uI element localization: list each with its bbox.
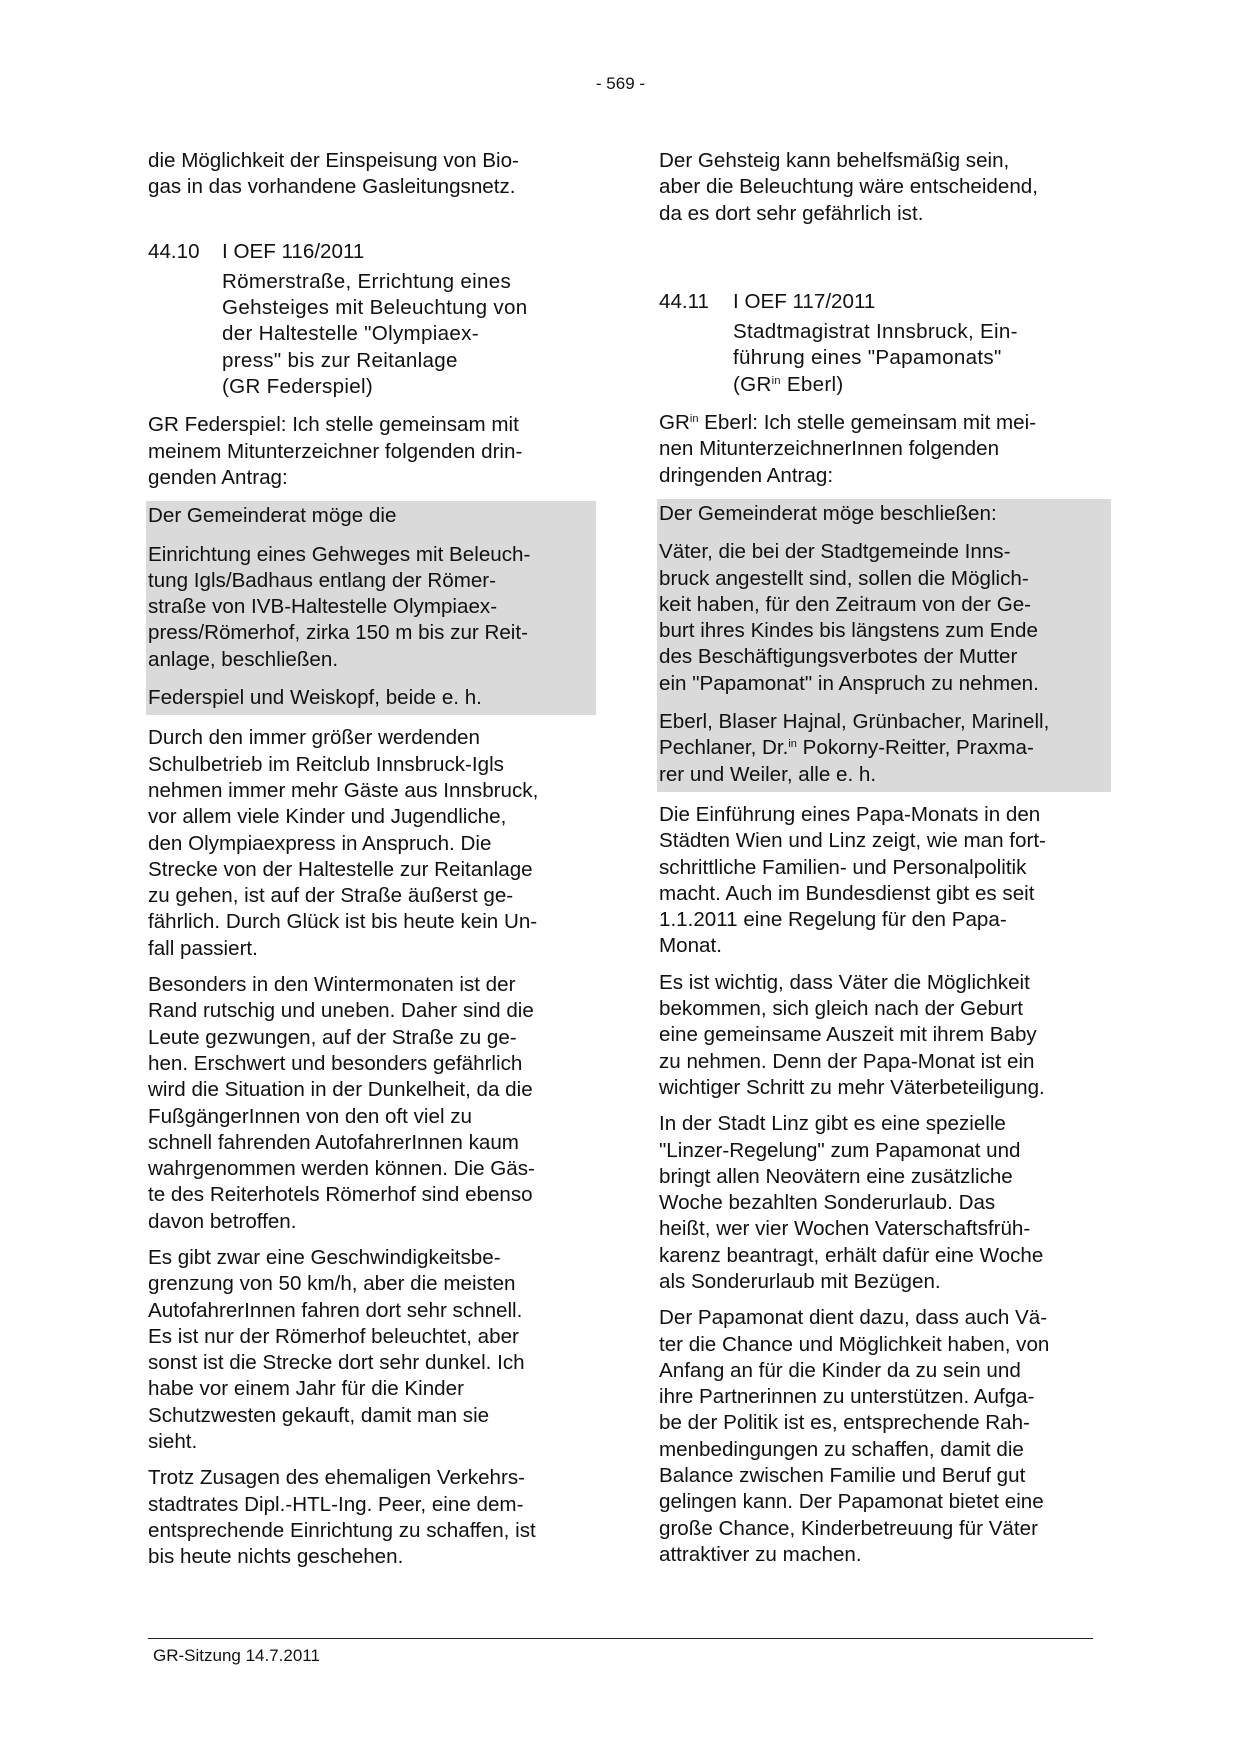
motion-signers-sup: in [788,738,797,751]
motion-heading: Der Gemeinderat möge die [148,504,397,528]
speaker-statement [659,410,1109,489]
motion-box [146,501,596,715]
footer-divider [148,1638,1093,1639]
speaker-prefix: GR [659,411,690,435]
agenda-item-reference: I OEF 117/2011 [733,289,876,313]
agenda-item-title [733,319,1109,398]
right-column [659,148,1109,1578]
motion-signers-part-b: Pokorny-Reitter, Praxma- rer und Weiler, alle e. h. [659,736,1034,786]
speaker-statement: GR Federspiel: Ich stelle gemeinsam mit meinem Mitunterzeichner folgenden drin- genden Antrag: [148,413,523,489]
body-paragraph: Es ist wichtig, dass Väter die Möglichkeit bekommen, sich gleich nach der Geburt eine gemeinsame Auszeit mit ihrem Baby zu nehmen. Denn der Papa-Monat ist ein wichtiger Schritt zu mehr Väterbeteiligung. [659,970,1045,1099]
body-paragraph: Es gibt zwar eine Geschwindigkeitsbe- grenzung von 50 km/h, aber die meisten AutofahrerInnen fahren dort sehr schnell. Es ist nur der Römerhof beleuchtet, aber sonst ist die Strecke dort sehr dunkel. Ich habe vor einem Jahr für die Kinder Schutzwesten gekauft, damit man sie sieht. [148,1245,525,1454]
agenda-item-title-suffix: Eberl) [780,372,844,396]
speaker-text: Eberl: Ich stelle gemeinsam mit mei- nen MitunterzeichnerInnen folgenden dringenden Antrag: [659,411,1037,487]
body-paragraph: Der Papamonat dient dazu, dass auch Vä- ter die Chance und Möglichkeit haben, von Anfang an für die Kinder da zu sein und ihre Partnerinnen zu unterstützen. Aufga- be der Politik ist es, entsprechende Rah- menbedingungen zu schaffen, damit die Balance zwischen Familie und Beruf gut gelingen kann. Der Papamonat bietet eine große Chance, Kinderbetreuung für Väter attraktiver zu machen. [659,1306,1050,1566]
page-number: - 569 - [595,74,646,93]
right-intro-paragraph: Der Gehsteig kann behelfsmäßig sein, aber die Beleuchtung wäre entscheidend, da es dort sehr gefährlich ist. [659,149,1038,225]
agenda-item-reference: I OEF 116/2011 [222,239,365,263]
body-paragraph: Besonders in den Wintermonaten ist der Rand rutschig und uneben. Daher sind die Leute gezwungen, auf der Straße zu ge- hen. Erschwert und besonders gefährlich wird die Situation in der Dunkelheit, da die FußgängerInnen von den oft viel zu schnell fahrenden AutofahrerInnen kaum wahrgenommen werden können. Die Gäs- te des Reiterhotels Römerhof sind ebenso davon betroffen. [148,973,535,1233]
body-paragraph: Durch den immer größer werdenden Schulbetrieb im Reitclub Innsbruck-Igls nehmen immer mehr Gäste aus Innsbruck, vor allem viele Kinder und Jugendliche, den Olympiaexpress in Anspruch. Die Strecke von der Haltestelle zur Reitanlage zu gehen, ist auf der Straße äußerst ge- fährlich. Durch Glück ist bis heute kein Un- fall passiert. [148,726,539,960]
speaker-sup: in [689,413,699,426]
footer-session-label: GR-Sitzung 14.7.2011 [153,1646,320,1665]
agenda-item-number: 44.10 [148,239,200,263]
agenda-item-number: 44.11 [659,289,710,313]
left-intro-paragraph: die Möglichkeit der Einspeisung von Bio- gas in das vorhandene Gasleitungsnetz. [148,149,519,199]
agenda-item-44-11-header [659,289,1109,315]
agenda-item-title-prefix: (GR [733,372,772,396]
agenda-item-title: Römerstraße, Errichtung eines Gehsteiges mit Beleuchtung von der Haltestelle "Olympiaex- press" bis zur Reitanlage (GR Federspiel) [222,269,528,399]
body-paragraph: In der Stadt Linz gibt es eine spezielle "Linzer-Regelung" zum Papamonat und bringt allen Neovätern eine zusätzliche Woche bezahlten Sonderurlaub. Das heißt, wer vier Wochen Vaterschaftsfrüh- karenz beantragt, erhält dafür eine Woche als Sonderurlaub mit Bezügen. [659,1112,1044,1293]
motion-signers [659,707,1109,788]
left-column [148,148,594,1581]
agenda-item-44-10-header [148,239,594,265]
agenda-item-title-lines: Stadtmagistrat Innsbruck, Ein- führung eines "Papamonats" [733,320,1018,370]
agenda-item-title-sup: in [771,374,781,387]
motion-signers-part-a: Eberl, Blaser Hajnal, Grünbacher, Marinell, Pechlaner, Dr. [659,710,1050,760]
motion-body: Einrichtung eines Gehweges mit Beleuch- tung Igls/Badhaus entlang der Römer- straße von IVB-Haltestelle Olympiaex- press/Römerhof, zirka 150 m bis zur Reit- anlage, beschließen. [148,542,531,671]
motion-signers: Federspiel und Weiskopf, beide e. h. [148,686,482,710]
motion-body: Väter, die bei der Stadtgemeinde Inns- bruck angestellt sind, sollen die Möglich- keit haben, für den Zeitraum von der Ge- burt ihres Kindes bis längstens zum Ende des Beschäftigungsverbotes der Mutter ein "Papamonat" in Anspruch zu nehmen. [659,540,1039,695]
body-paragraph: Trotz Zusagen des ehemaligen Verkehrs- stadtrates Dipl.-HTL-Ing. Peer, eine dem- entsprechende Einrichtung zu schaffen, ist bis heute nichts geschehen. [148,1466,536,1569]
motion-box [657,499,1111,792]
body-paragraph: Die Einführung eines Papa-Monats in den Städten Wien und Linz zeigt, wie man fort- schrittliche Familien- und Personalpolitik macht. Auch im Bundesdienst gibt es seit 1.1.2011 eine Regelung für den Papa- Monat. [659,802,1046,958]
motion-heading: Der Gemeinderat möge beschließen: [659,501,997,525]
